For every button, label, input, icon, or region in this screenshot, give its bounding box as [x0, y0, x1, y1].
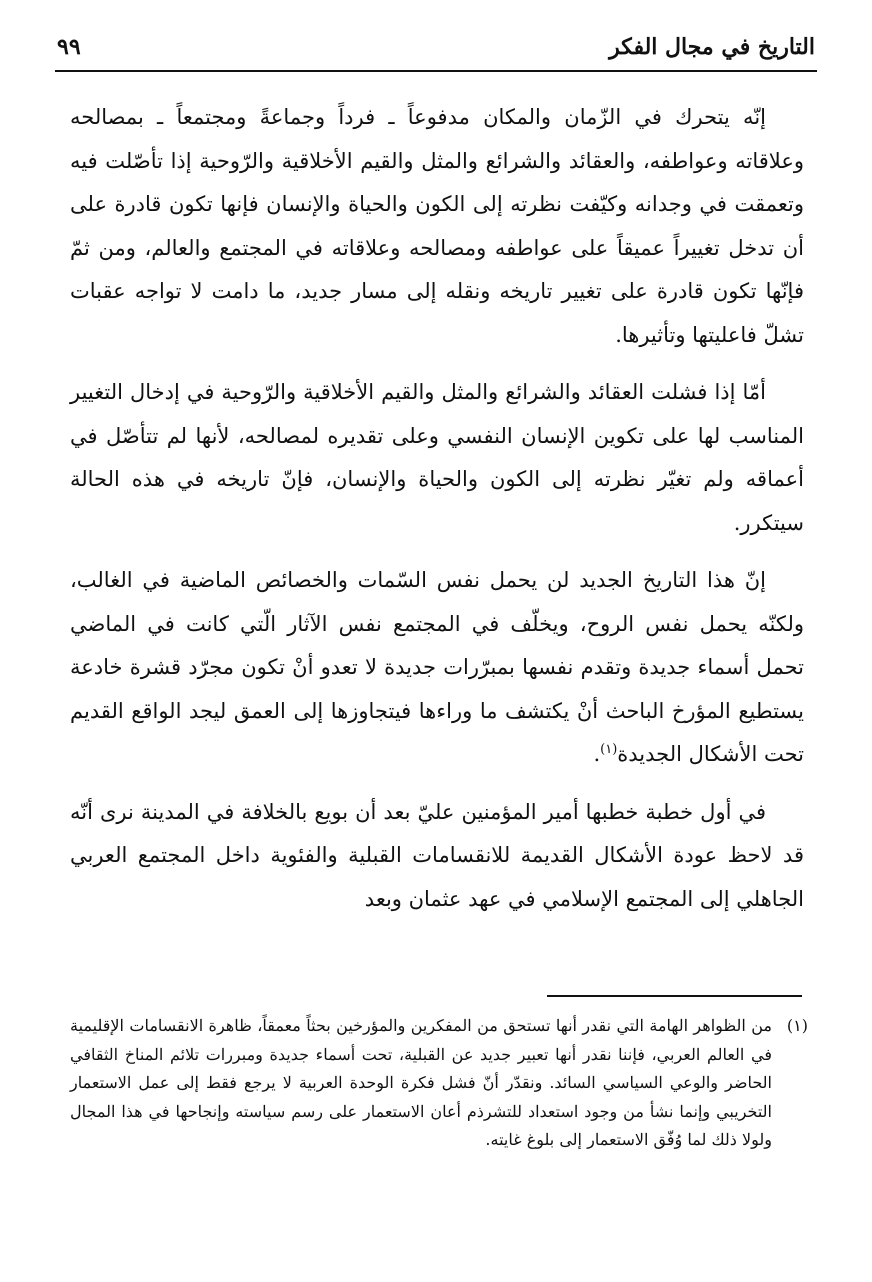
- footnote-marker: (١): [786, 1016, 808, 1035]
- header-rule: [55, 70, 817, 72]
- footnote-1: [70, 1012, 808, 1155]
- body-paragraph-2: أمّا إذا فشلت العقائد والشرائع والمثل والقيم الأخلاقية والرّوحية في إدخال التغيير المناسب لها على تكوين الإنسان النفسي وعلى تقديره لمصالحه، لأنها لم تتأصّل في أعماقه ولم تغيّر نظرته إلى الكون والحياة والإنسان، فإنّ تاريخه في هذه الحالة سيتكرر.: [70, 380, 804, 535]
- footnote-reference[interactable]: (١): [600, 742, 618, 757]
- page-number: ٩٩: [57, 34, 81, 60]
- footnote-text: من الظواهر الهامة التي نقدر أنها تستحق من المفكرين والمؤرخين بحثاً معمقاً، ظاهرة الانقسامات الإقليمية في العالم العربي، فإننا نقدر أنها تعبير جديد عن القبلية، تحت أسماء جديدة ومبررات تلائم المناخ الثقافي الحاضر والوعي السياسي السائد. ونقدّر أنّ فشل فكرة الوحدة العربية لا يرجع فقط إلى عمل الاستعمار التخريبي وإنما نشأ من وجود استعداد للتشرذم أعان الاستعمار على رسم سياسته وإنجاحها في هذا المجال ولولا ذلك لما وُفّق الاستعمار إلى بلوغ غايته.: [70, 1016, 772, 1149]
- body-text: [70, 96, 804, 921]
- body-paragraph-1: إنّه يتحرك في الزّمان والمكان مدفوعاً ـ فرداً وجماعةً ومجتمعاً ـ بمصالحه وعلاقاته وعواطفه، والعقائد والشرائع والمثل والقيم الأخلاقية والرّوحية إذا تأصّلت فيه وتعمقت في وجدانه وكيّفت نظرته إلى الكون والحياة والإنسان فإنها تكون قادرة على أن تدخل تغييراً عميقاً على عواطفه ومصالحه وعلاقاته في المجتمع والعالم، ومن ثمّ فإنّها تكون قادرة على تغيير تاريخه ونقله إلى مسار جديد، ما دامت لا تواجه عقبات تشلّ فاعليتها وتأثيرها.: [70, 105, 804, 347]
- running-title: التاريخ في مجال الفكر: [609, 34, 815, 60]
- body-paragraph-3-end: .: [593, 742, 601, 766]
- running-header: [57, 30, 815, 64]
- body-paragraph-3-text: إنّ هذا التاريخ الجديد لن يحمل نفس السّمات والخصائص الماضية في الغالب، ولكنّه يحمل نفس الروح، ويخلّف في المجتمع نفس الآثار الّتي كانت في الماضي تحمل أسماء جديدة وتقدم نفسها بمبرّرات جديدة لا تعدو أنْ تكون مجرّد قشرة خادعة يستطيع المؤرخ الباحث أنْ يكتشف ما وراءها فيتجاوزها إلى العمق ليجد الواقع القديم تحت الأشكال الجديدة: [70, 568, 804, 766]
- footnote-rule: [547, 995, 802, 997]
- body-paragraph-4: في أول خطبة خطبها أمير المؤمنين عليّ بعد أن بويع بالخلافة في المدينة نرى أنّه قد لاحظ عودة الأشكال القديمة للانقسامات القبلية والفئوية داخل المجتمع العربي الجاهلي إلى المجتمع الإسلامي في عهد عثمان وبعد: [70, 799, 804, 911]
- footnotes: [70, 1012, 808, 1155]
- body-paragraph-3: [70, 559, 804, 777]
